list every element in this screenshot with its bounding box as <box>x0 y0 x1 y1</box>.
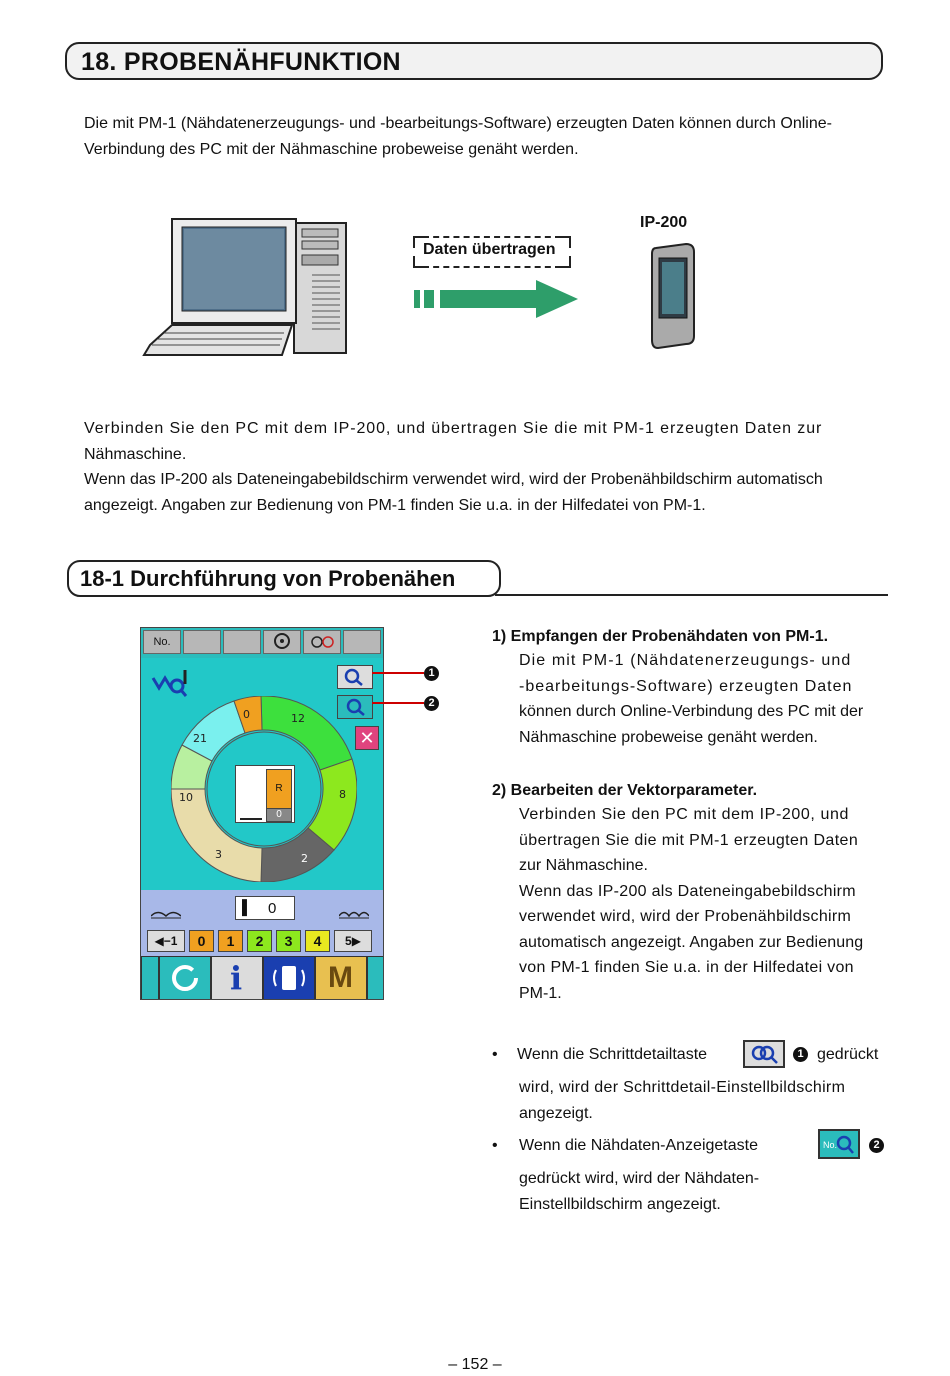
step-line: können durch Online-Verbindung des PC mit der <box>519 703 864 720</box>
bullet-text: Wenn die Schrittdetailtaste <box>517 1046 708 1063</box>
intro-line: Verbindung des PC mit der Nähmaschine probeweise genäht werden. <box>84 140 579 158</box>
step-line: zur Nähmaschine. <box>519 857 648 874</box>
wave-icon <box>240 810 262 820</box>
info-button[interactable]: i <box>211 956 263 1000</box>
counter-button[interactable] <box>303 630 341 654</box>
step-detail-button[interactable] <box>337 665 373 689</box>
bottom-spacer <box>141 956 159 1000</box>
step-line: verwendet wird, wird der Probenähbildschirm <box>519 908 852 925</box>
thread-button[interactable] <box>263 630 301 654</box>
page-title: 18. PROBENÄHFUNKTION <box>81 48 401 76</box>
marker-2: 2 <box>869 1138 884 1153</box>
marker-1: 1 <box>793 1047 808 1062</box>
center-value: 0 <box>266 808 292 822</box>
bullet-text: wird, wird der Schrittdetail-Einstellbildschirm <box>519 1079 846 1096</box>
step-line: von PM-1 finden Sie u.a. in der Hilfedatei von <box>519 959 854 976</box>
step-title: 2) Bearbeiten der Vektorparameter. <box>492 782 758 799</box>
step-cell[interactable]: 3 <box>276 930 301 952</box>
step-1 <box>492 628 892 750</box>
step-back-button[interactable]: ◀−1 <box>147 930 185 952</box>
pc-illustration <box>142 215 350 365</box>
step-line: übertragen Sie die mit PM-1 erzeugten Daten <box>519 831 859 849</box>
step-cell[interactable]: 0 <box>189 930 214 952</box>
sewing-screen <box>140 627 384 1000</box>
callout-line <box>372 672 424 674</box>
step-line: Wenn das IP-200 als Dateneingabebildschirm <box>519 882 856 900</box>
body-line: angezeigt. Angaben zur Bedienung von PM-1 finden Sie u.a. in der Hilfedatei von PM-1. <box>84 496 706 514</box>
ip200-device-icon <box>650 240 698 350</box>
body-line: Wenn das IP-200 als Dateneingabebildschirm verwendet wird, wird der Probenähbildschirm automatisch <box>84 471 823 488</box>
ring-label: 10 <box>179 791 193 804</box>
body-line: Nähmaschine. <box>84 445 187 463</box>
step-line: automatisch angezeigt. Angaben zur Bedienung <box>519 933 864 951</box>
bullet-text: gedrückt wird, wird der Nähdaten- <box>519 1170 760 1187</box>
body-paragraph <box>84 416 889 518</box>
counter-field[interactable]: ▌ 0 <box>235 896 295 920</box>
section-header <box>65 42 883 80</box>
counter-value: 0 <box>268 900 277 917</box>
bottom-spacer <box>367 956 384 1000</box>
ring-label: 2 <box>301 852 308 865</box>
step-2 <box>492 782 892 1006</box>
ring-label: 21 <box>193 732 207 745</box>
body-line: Verbinden Sie den PC mit dem IP-200, und übertragen Sie die mit PM-1 erzeugten Daten zur <box>84 420 823 437</box>
center-label: R <box>266 769 292 811</box>
toolbar-button[interactable] <box>183 630 221 654</box>
transfer-arrow-icon <box>414 280 578 318</box>
communication-button[interactable] <box>263 956 315 1000</box>
transfer-label <box>413 236 571 268</box>
marker-1: 1 <box>424 666 439 681</box>
subsection-header <box>67 560 501 597</box>
transfer-label-text: Daten übertragen <box>423 241 556 258</box>
divider <box>495 594 888 596</box>
ring-label: 12 <box>291 712 305 725</box>
sewing-pattern-icon <box>151 668 191 698</box>
mode-button[interactable]: M <box>315 956 367 1000</box>
step-detail-key-icon <box>743 1040 785 1068</box>
intro-line: Die mit PM-1 (Nähdatenerzeugungs- und -bearbeitungs-Software) erzeugten Daten können durch Online- <box>84 115 832 132</box>
sewing-data-button[interactable]: No. <box>143 630 181 654</box>
step-forward-button[interactable]: 5▶ <box>334 930 372 952</box>
ring-label: 0 <box>243 708 250 721</box>
step-cell[interactable]: 2 <box>247 930 272 952</box>
step-cell[interactable]: 4 <box>305 930 330 952</box>
bullet-text: Wenn die Nähdaten-Anzeigetaste <box>519 1137 758 1154</box>
sewing-data-key-icon: No. <box>818 1129 860 1159</box>
center-panel <box>235 765 295 823</box>
toolbar-button[interactable] <box>343 630 381 654</box>
toolbar-button[interactable] <box>223 630 261 654</box>
step-line: Nähmaschine probeweise genäht werden. <box>519 728 818 746</box>
bullet-text: angezeigt. <box>519 1104 593 1122</box>
intro-paragraph <box>84 111 889 162</box>
step-cell[interactable]: 1 <box>218 930 243 952</box>
ready-button[interactable] <box>159 956 211 1000</box>
bullet-text: Einstellbildschirm angezeigt. <box>519 1195 721 1213</box>
step-line: -bearbeitungs-Software) erzeugten Daten <box>519 677 853 695</box>
step-line: PM-1. <box>519 984 562 1002</box>
page-number: – 152 – <box>448 1356 502 1373</box>
close-icon[interactable]: ✕ <box>355 726 379 750</box>
wave-left-icon <box>151 906 181 916</box>
ring-label: 3 <box>215 848 222 861</box>
marker-2: 2 <box>424 696 439 711</box>
step-line: Die mit PM-1 (Nähdatenerzeugungs- und <box>519 652 852 669</box>
device-label: IP-200 <box>640 214 688 231</box>
wave-right-icon <box>339 906 369 916</box>
step-line: Verbinden Sie den PC mit dem IP-200, und <box>519 806 849 823</box>
step-title: 1) Empfangen der Probenähdaten von PM-1. <box>492 628 829 645</box>
callout-line <box>372 702 424 704</box>
ring-label: 8 <box>339 788 346 801</box>
subsection-title: 18-1 Durchführung von Probenähen <box>80 566 456 591</box>
bullet-text: gedrückt <box>817 1046 879 1063</box>
